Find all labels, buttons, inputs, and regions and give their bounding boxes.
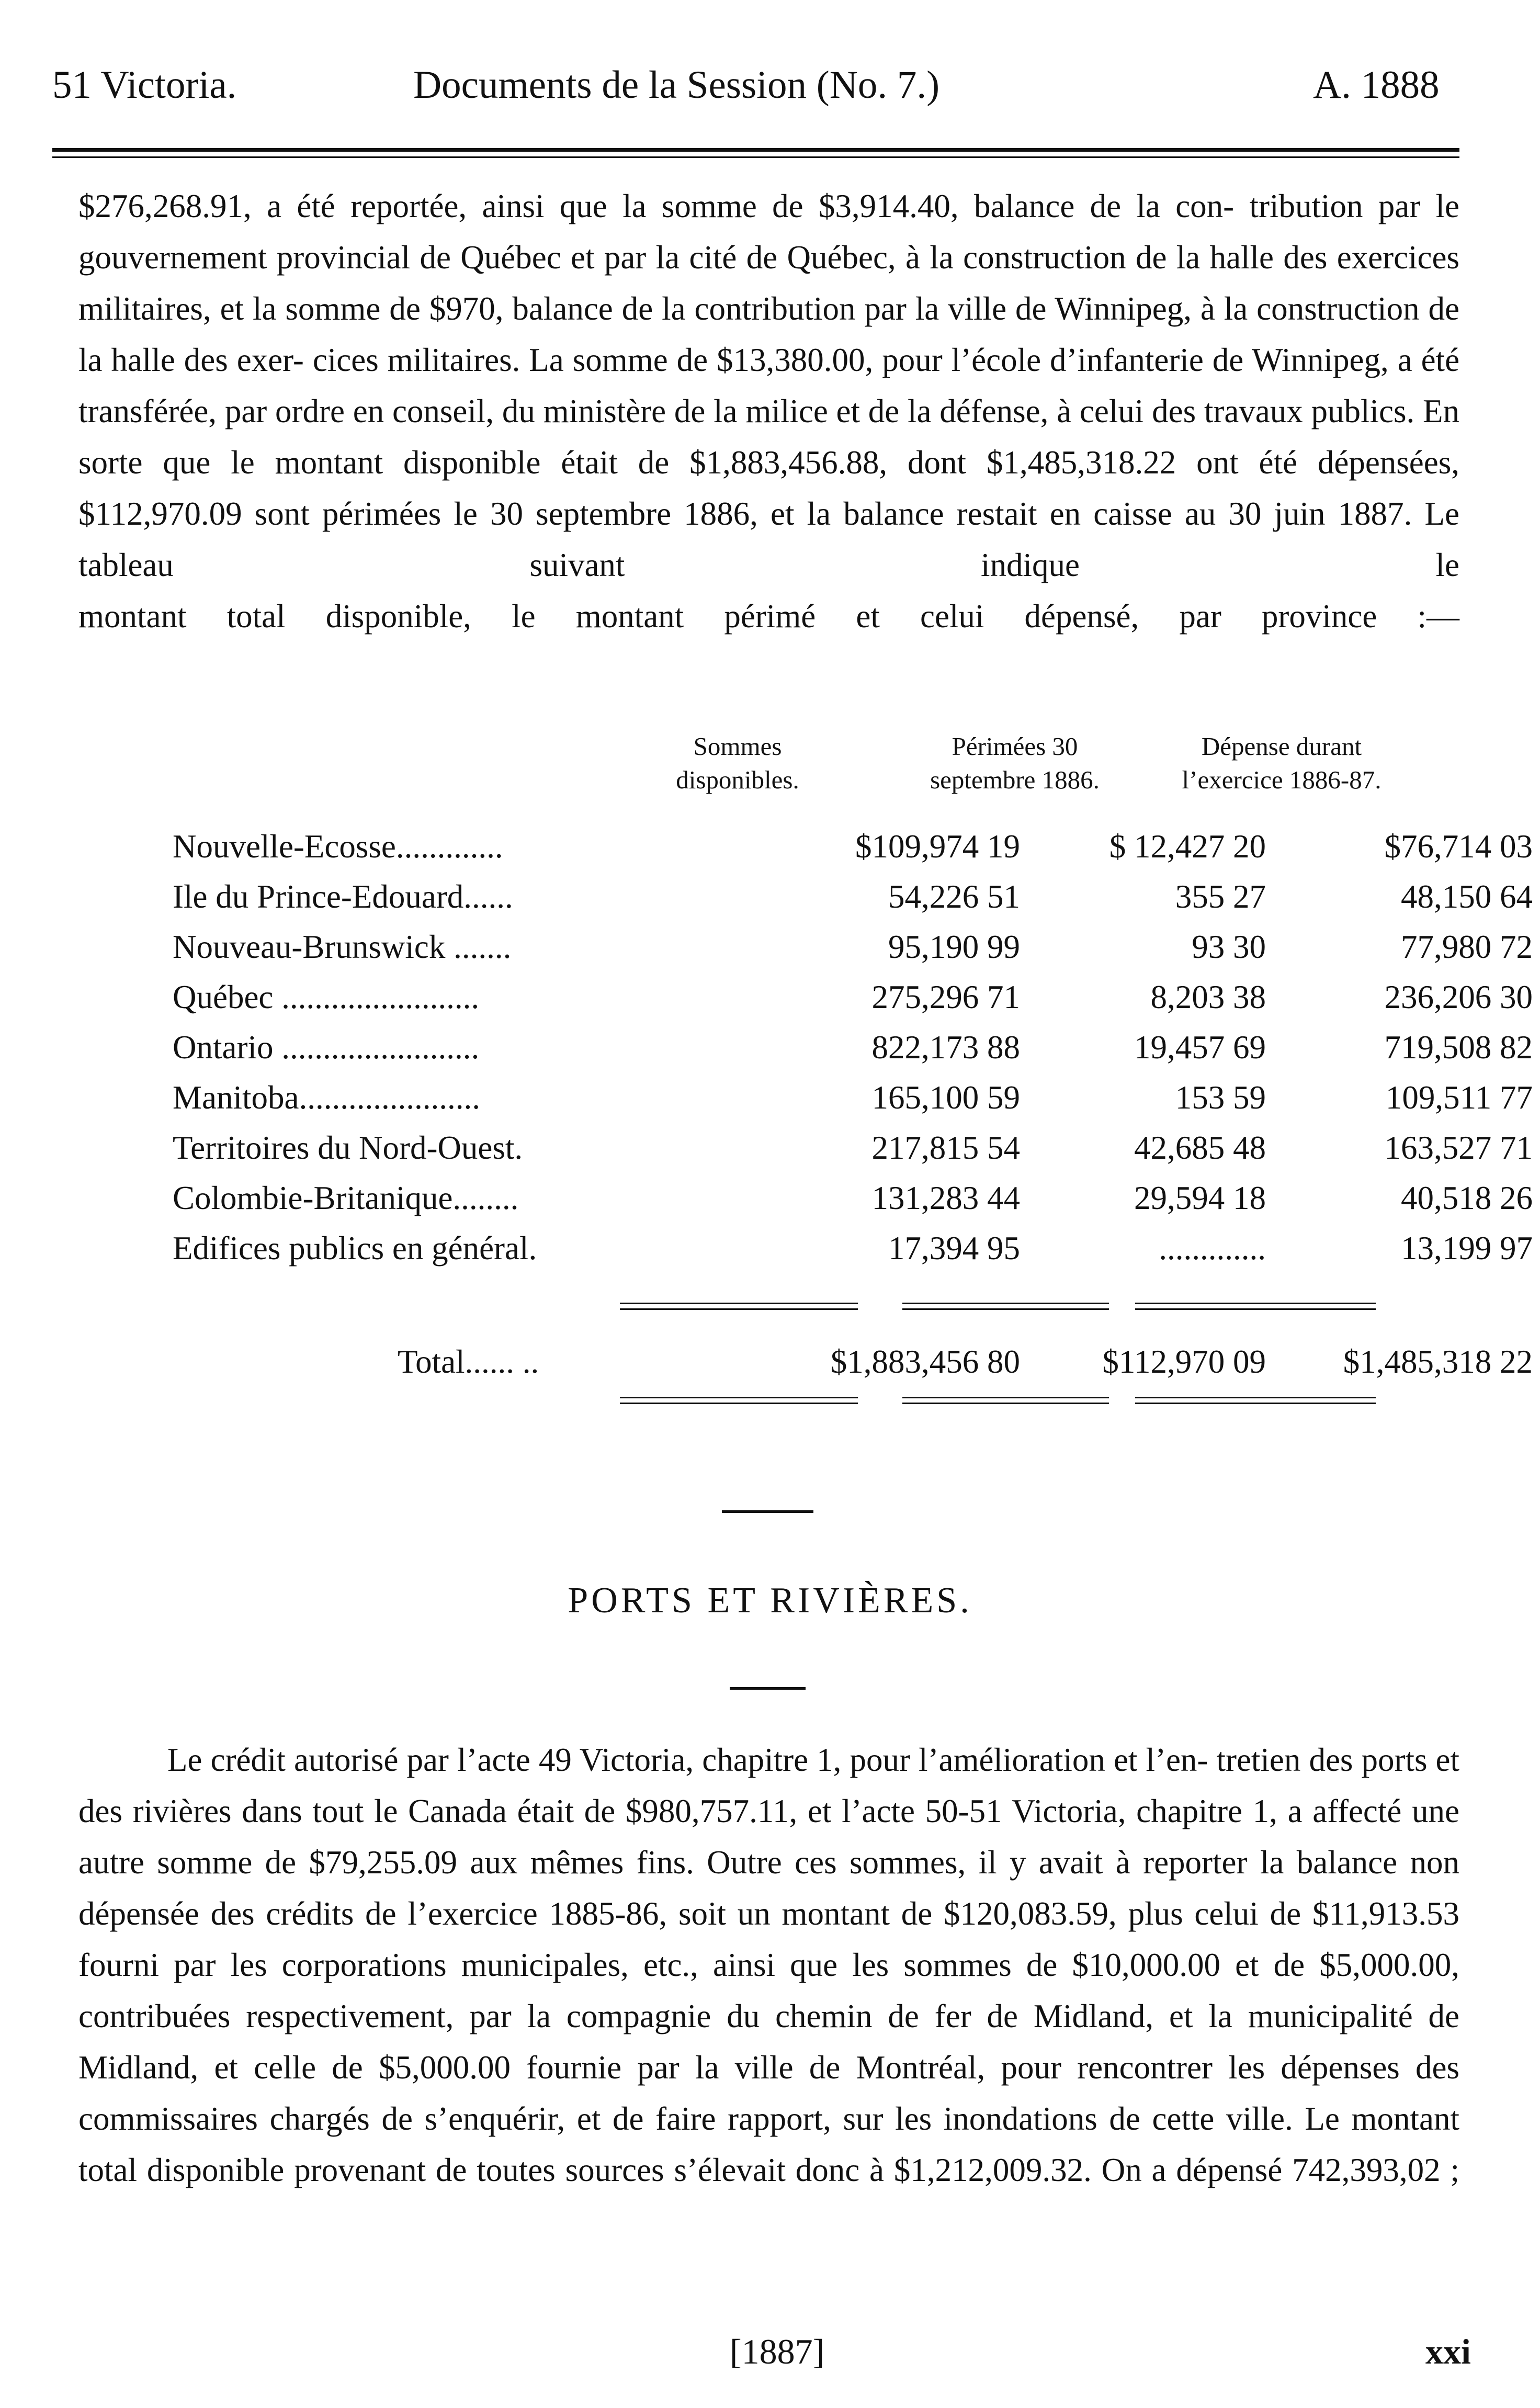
cell-lapsed: ............. (1159, 1230, 1266, 1267)
table-row (173, 972, 1533, 1022)
section-title: PORTS ET RIVIÈRES. (568, 1580, 972, 1621)
cell-available: 131,283 44 (871, 1180, 1020, 1216)
cell-available: 95,190 99 (888, 929, 1020, 965)
cell-spent: $76,714 03 (1384, 828, 1533, 865)
cell-lapsed: 355 27 (1175, 878, 1266, 915)
text-line: $276,268.91, a été reportée, ainsi que la somme de $3,914.40, balance de la con- (78, 188, 1235, 224)
text-line: a été transférée, par ordre en conseil, du ministère de la milice et de la défense, à (78, 342, 1460, 429)
cell-spent: 40,518 26 (1401, 1180, 1533, 1216)
cell-spent: 163,527 71 (1384, 1129, 1533, 1166)
text-line: fins. Outre ces sommes, il y avait à reporter la balance non dépensée des crédits (78, 1844, 1459, 1932)
cell-lapsed: 29,594 18 (1134, 1180, 1266, 1216)
header-rule (52, 148, 1459, 158)
table-row (173, 872, 1533, 922)
paragraph-intro (78, 180, 1459, 642)
column-header-available (607, 730, 868, 797)
column-header-line: Dépense durant (1201, 732, 1362, 761)
table-row (173, 1173, 1533, 1223)
footer-year: [1887] (730, 2332, 825, 2371)
page-header (52, 62, 1465, 109)
cell-available: $109,974 19 (855, 828, 1020, 865)
row-label: Colombie-Britanique........ (173, 1180, 519, 1216)
total-rule (620, 1397, 858, 1404)
text-line: cices militaires. La somme de $13,380.00, pour l’école d’infanterie de Winnipeg, (312, 342, 1389, 378)
text-line: dont $1,485,318.22 ont été dépensées, $112,970.09 sont périmées le 30 septembre (78, 444, 1460, 532)
cell-available: 275,296 71 (871, 979, 1020, 1015)
row-label: Edifices publics en général. (173, 1230, 537, 1267)
total-spent: $1,485,318 22 (1343, 1343, 1533, 1380)
page-footer (0, 2325, 1540, 2378)
text-line: fourni par les corporations municipales, etc., ainsi que les sommes de $10,000.00 et (78, 1947, 1259, 1983)
text-line-last: montant total disponible, le montant périmé et celui dépensé, par province :— (78, 598, 1459, 635)
table-row (173, 821, 1533, 872)
cell-spent: 48,150 64 (1401, 878, 1533, 915)
column-header-line: Périmées 30 (952, 732, 1078, 761)
total-lapsed: $112,970 09 (1102, 1343, 1266, 1380)
text-line: 50-51 Victoria, chapitre 1, a affecté une autre somme de $79,255.09 aux mêmes (78, 1793, 1459, 1881)
table-total-row (173, 1337, 1533, 1387)
total-rule (1135, 1303, 1376, 1310)
column-header-line: Sommes (693, 732, 782, 761)
column-header-line: disponibles. (676, 765, 799, 794)
title-underline (730, 1687, 806, 1690)
text-line: Le crédit autorisé par l’acte 49 Victoria, chapitre 1, pour l’amélioration et l’en- (167, 1742, 1208, 1778)
column-header-lapsed (879, 730, 1151, 797)
cell-lapsed: $ 12,427 20 (1109, 828, 1266, 865)
text-line: de l’exercice 1885-86, soit un montant de $120,083.59, plus celui de $11,913.53 (365, 1895, 1460, 1932)
text-line: Montréal, pour rencontrer les dépenses des commissaires chargés de s’enquérir, et (78, 2049, 1460, 2137)
cell-spent: 719,508 82 (1384, 1029, 1533, 1066)
section-divider (722, 1510, 813, 1513)
column-header-line: l’exercice 1886-87. (1182, 765, 1382, 794)
text-line: celui des travaux publics. En sorte que le montant disponible était de $1,883,456.88, (78, 393, 1460, 481)
cell-spent: 109,511 77 (1385, 1079, 1533, 1116)
text-line: 1886, et la balance restait en caisse au 30 juin 1887. Le tableau suivant indique le (78, 495, 1459, 583)
table-row (173, 922, 1533, 972)
row-label: Ile du Prince-Edouard...... (173, 878, 513, 915)
total-rule (1135, 1397, 1376, 1404)
table-row (173, 1072, 1533, 1123)
paragraph-ports (78, 1734, 1459, 2196)
cell-lapsed: 19,457 69 (1134, 1029, 1266, 1066)
cell-available: 217,815 54 (871, 1129, 1020, 1166)
row-label: Nouveau-Brunswick ....... (173, 929, 512, 965)
table-row (173, 1123, 1533, 1173)
text-line: provenant de toutes sources s’élevait donc à $1,212,009.32. On a dépensé 742,393,02 ; (294, 2152, 1460, 2188)
row-label: Territoires du Nord-Ouest. (173, 1129, 523, 1166)
cell-spent: 13,199 97 (1401, 1230, 1533, 1267)
cell-spent: 236,206 30 (1384, 979, 1533, 1015)
text-line: de $5,000.00, contribuées respectivement, par la compagnie du chemin de fer de (78, 1947, 1459, 2034)
text-line: tretien des ports et des rivières dans tout le Canada était de $980,757.11, et l’acte (78, 1742, 1460, 1829)
cell-lapsed: 153 59 (1175, 1079, 1266, 1116)
table-row (173, 1223, 1533, 1273)
cell-available: 54,226 51 (888, 878, 1020, 915)
cell-lapsed: 8,203 38 (1150, 979, 1266, 1015)
total-available: $1,883,456 80 (830, 1343, 1020, 1380)
cell-available: 165,100 59 (871, 1079, 1020, 1116)
column-header-spent (1125, 730, 1439, 797)
header-left: 51 Victoria. (52, 63, 237, 107)
total-rule (902, 1303, 1109, 1310)
header-title: Documents de la Session (No. 7.) (413, 63, 940, 107)
row-label: Québec ........................ (173, 979, 480, 1015)
page-number: xxi (1425, 2332, 1471, 2371)
row-label: Ontario ........................ (173, 1029, 480, 1066)
header-year: A. 1888 (1313, 63, 1440, 107)
row-label: Manitoba...................... (173, 1079, 480, 1116)
text-line: Midland, et la municipalité de Midland, et celle de $5,000.00 fournie par la ville de (78, 1998, 1460, 2086)
cell-available: 17,394 95 (888, 1230, 1020, 1267)
text-line: de faire rapport, sur les inondations de cette ville. Le montant total disponible (78, 2100, 1459, 2188)
text-line: de la contribution par la ville de Winnipeg, à la construction de la halle des exer- (78, 290, 1459, 378)
cell-lapsed: 42,685 48 (1134, 1129, 1266, 1166)
cell-lapsed: 93 30 (1192, 929, 1266, 965)
text-line: tribution par le gouvernement provincial de Québec et par la cité de Québec, à (78, 188, 1460, 276)
row-label: Nouvelle-Ecosse............. (173, 828, 503, 865)
column-header-line: septembre 1886. (930, 765, 1100, 794)
cell-available: 822,173 88 (871, 1029, 1020, 1066)
total-rule (620, 1303, 858, 1310)
total-label: Total...... .. (398, 1343, 539, 1380)
cell-spent: 77,980 72 (1401, 929, 1533, 965)
text-line: la construction de la halle des exercices militaires, et la somme de $970, balance (78, 239, 1460, 327)
table-row (173, 1022, 1533, 1072)
total-rule (902, 1397, 1109, 1404)
